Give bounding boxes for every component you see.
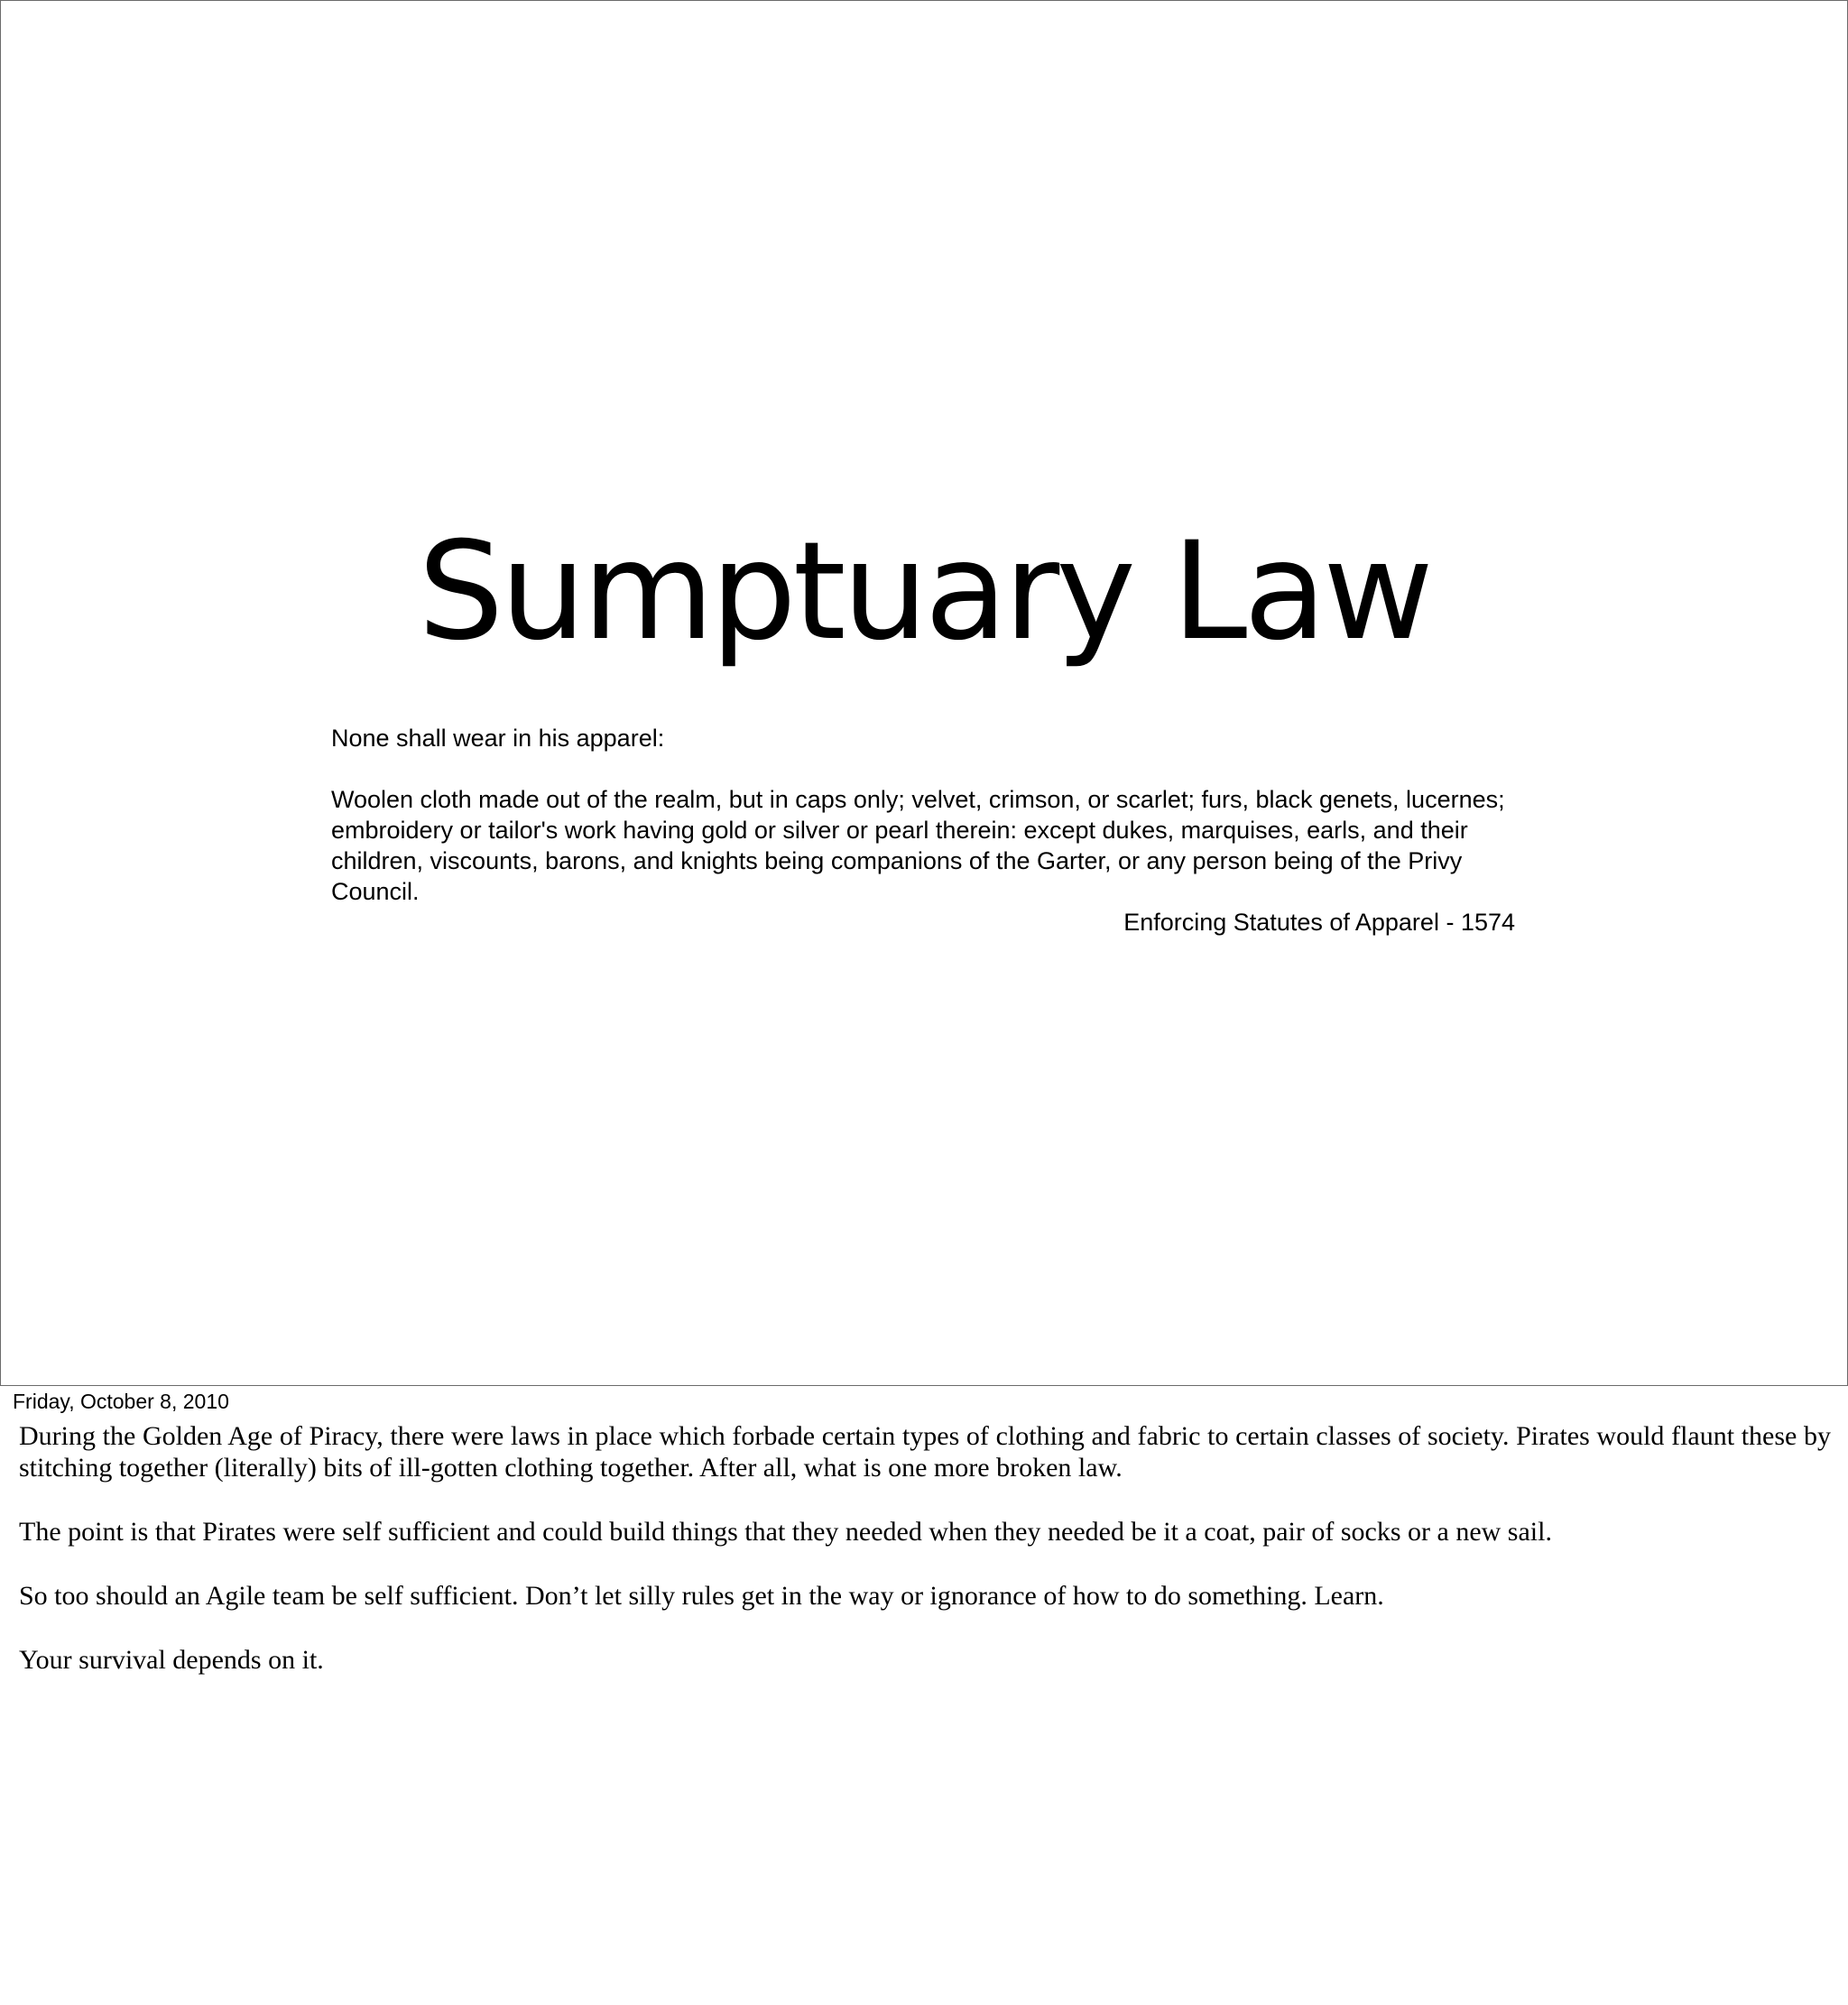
note-paragraph: So too should an Agile team be self sufficient. Don’t let silly rules get in the way or ignorance of how to do something. Learn. bbox=[19, 1581, 1384, 1611]
quote-intro: None shall wear in his apparel: bbox=[331, 725, 665, 752]
note-paragraph: During the Golden Age of Piracy, there were laws in place which forbade certain types of clothing and fabric to certain classes of society. Pirates would flaunt these by stitching together (literally) bits of ill-gotten clothing together. After all, what is one more broken law. bbox=[19, 1421, 1831, 1483]
quote-attribution: Enforcing Statutes of Apparel - 1574 bbox=[1123, 909, 1515, 936]
slide-title: Sumptuary Law bbox=[418, 513, 1430, 670]
note-paragraph: The point is that Pirates were self sufficient and could build things that they needed when they needed be it a coat, pair of socks or a new sail. bbox=[19, 1517, 1552, 1547]
slide-date: Friday, October 8, 2010 bbox=[13, 1390, 229, 1413]
quote-block bbox=[331, 723, 1522, 938]
quote-body: Woolen cloth made out of the realm, but in caps only; velvet, crimson, or scarlet; furs, black genets, lucernes; embroidery or tailor's work having gold or silver or pearl therein: except dukes, marquises, earls, and their children, viscounts, barons, and knights being companions of the Garter, or any person being of the Privy Council. bbox=[331, 786, 1505, 905]
note-paragraph: Your survival depends on it. bbox=[19, 1645, 324, 1675]
speaker-notes bbox=[19, 1420, 1831, 1708]
